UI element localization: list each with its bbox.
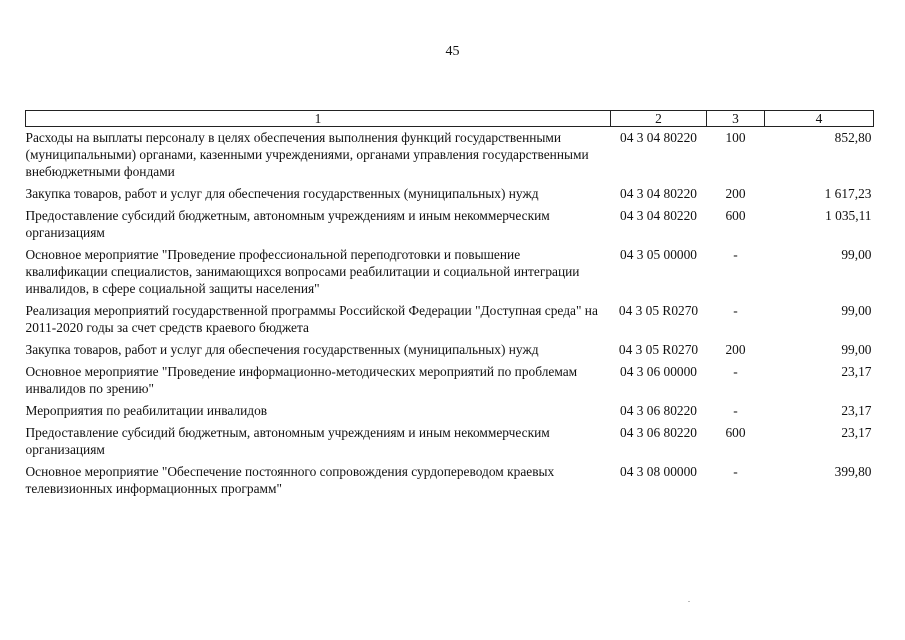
table-row [26,424,874,463]
row-amount: 23,17 [841,403,872,418]
row-code: 04 3 08 00000 [620,464,697,479]
row-name: Предоставление субсидий бюджетным, автономным учреждениям и иным некоммерческим организациям [25,425,550,457]
row-type: - [733,464,738,479]
row-code: 04 3 05 R0270 [618,342,699,357]
row-type: 200 [725,342,746,357]
row-code: 04 3 05 R0270 [618,303,699,318]
row-type: 100 [725,130,746,145]
header-col-1: 1 [26,111,611,127]
table-row [26,302,874,341]
row-amount: 399,80 [834,464,872,479]
row-code: 04 3 06 80220 [620,425,697,440]
row-name: Мероприятия по реабилитации инвалидов [25,403,268,418]
header-col-4: 4 [765,111,874,127]
row-amount: 23,17 [841,425,872,440]
row-type: - [733,364,738,379]
row-code: 04 3 06 80220 [620,403,697,418]
table-row [26,363,874,402]
row-type: 200 [725,186,746,201]
row-name: Закупка товаров, работ и услуг для обеспечения государственных (муниципальных) нужд [25,342,539,357]
table-body [26,127,874,503]
row-name: Реализация мероприятий государственной программы Российской Федерации "Доступная среда" на 2011-2020 годы за счет средств краевого бюджета [25,303,598,335]
table-header [26,111,874,127]
row-name: Предоставление субсидий бюджетным, автономным учреждениям и иным некоммерческим организациям [25,208,550,240]
table-row [26,463,874,502]
row-name: Основное мероприятие "Проведение профессиональной переподготовки и повышение квалификации специалистов, занимающихся вопросами реабилитации и социальной интеграции инвалидов, в сфере социальной защиты населения" [25,247,580,296]
row-name: Закупка товаров, работ и услуг для обеспечения государственных (муниципальных) нужд [25,186,539,201]
row-name: Расходы на выплаты персоналу в целях обеспечения выполнения функций государственными (муниципальными) органами, казенными учреждениями, органами управления государственными внебюджетными фондами [25,130,589,179]
table-row [26,402,874,424]
row-code: 04 3 06 00000 [620,364,697,379]
row-name: Основное мероприятие "Проведение информационно-методических мероприятий по проблемам инвалидов по зрению" [25,364,578,396]
row-code: 04 3 04 80220 [620,186,697,201]
row-amount: 1 617,23 [824,186,872,201]
row-type: - [733,303,738,318]
row-name: Основное мероприятие "Обеспечение постоянного сопровождения сурдопереводом краевых телевизионных информационных программ" [25,464,555,496]
table-row [26,246,874,302]
page-number: 45 [445,44,460,59]
row-type: - [733,247,738,262]
row-amount: 1 035,11 [825,208,872,223]
header-col-2: 2 [611,111,707,127]
scan-speck [688,601,690,602]
row-type: 600 [725,425,746,440]
header-col-3: 3 [707,111,765,127]
table-row [26,127,874,186]
table-row [26,185,874,207]
header-row [26,111,874,127]
row-type: 600 [725,208,746,223]
row-code: 04 3 04 80220 [620,208,697,223]
row-amount: 99,00 [841,303,872,318]
row-code: 04 3 04 80220 [620,130,697,145]
table-row [26,341,874,363]
row-type: - [733,403,738,418]
row-amount: 99,00 [841,342,872,357]
row-code: 04 3 05 00000 [620,247,697,262]
row-amount: 852,80 [834,130,872,145]
table-row [26,207,874,246]
row-amount: 23,17 [841,364,872,379]
budget-table [25,110,874,502]
row-amount: 99,00 [841,247,872,262]
